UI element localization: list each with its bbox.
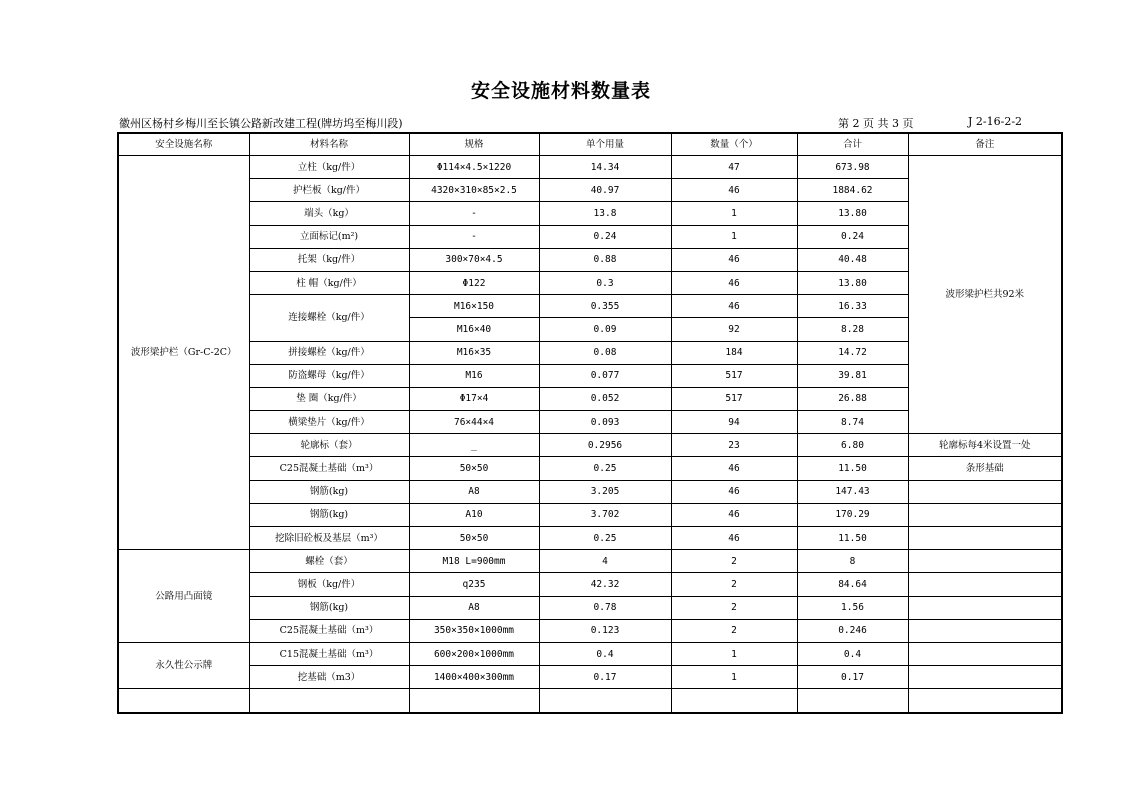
qty-cell: 23 [671, 434, 797, 457]
unit-cell: 0.17 [539, 666, 671, 689]
table-row [118, 573, 1062, 596]
header-cell: 安全设施名称 [118, 133, 249, 156]
table-row [118, 480, 1062, 503]
total-cell: 84.64 [797, 573, 908, 596]
empty-cell [671, 689, 797, 713]
empty-cell [908, 689, 1062, 713]
material-cell: 连接螺栓（kg/件） [249, 295, 409, 341]
remark-cell [908, 666, 1062, 689]
unit-cell: 4 [539, 550, 671, 573]
material-cell: 横梁垫片（kg/件） [249, 411, 409, 434]
remark-cell [908, 573, 1062, 596]
remark-cell: 轮廓标每4米设置一处 [908, 434, 1062, 457]
qty-cell: 184 [671, 341, 797, 364]
qty-cell: 46 [671, 503, 797, 526]
total-cell: 11.50 [797, 457, 908, 480]
qty-cell: 517 [671, 387, 797, 410]
empty-row [118, 689, 1062, 713]
unit-cell: 0.88 [539, 248, 671, 271]
material-cell: 挖除旧砼板及基层（m³） [249, 527, 409, 550]
qty-cell: 46 [671, 179, 797, 202]
header-cell: 合计 [797, 133, 908, 156]
unit-cell: 42.32 [539, 573, 671, 596]
total-cell: 8.28 [797, 318, 908, 341]
empty-cell [539, 689, 671, 713]
total-cell: 39.81 [797, 364, 908, 387]
material-cell: 钢筋(kg) [249, 596, 409, 619]
material-cell: 垫 圈（kg/件） [249, 387, 409, 410]
qty-cell: 47 [671, 156, 797, 179]
unit-cell: 14.34 [539, 156, 671, 179]
total-cell: 13.80 [797, 202, 908, 225]
spec-cell: 50×50 [409, 527, 539, 550]
total-cell: 8.74 [797, 411, 908, 434]
facility-name: 波形梁护栏（Gr-C-2C） [118, 156, 249, 550]
total-cell: 0.24 [797, 225, 908, 248]
header-cell: 规格 [409, 133, 539, 156]
spec-cell: Φ114×4.5×1220 [409, 156, 539, 179]
total-cell: 147.43 [797, 480, 908, 503]
header-cell: 材料名称 [249, 133, 409, 156]
table-row [118, 550, 1062, 573]
spec-cell: Φ122 [409, 271, 539, 294]
remark-cell: 波形梁护栏共92米 [908, 156, 1062, 434]
empty-cell [118, 689, 249, 713]
qty-cell: 92 [671, 318, 797, 341]
spec-cell: A8 [409, 596, 539, 619]
spec-cell: M16 [409, 364, 539, 387]
spec-cell: _ [409, 434, 539, 457]
spec-cell: M16×150 [409, 295, 539, 318]
material-cell: 立面标记(m²) [249, 225, 409, 248]
total-cell: 11.50 [797, 527, 908, 550]
total-cell: 170.29 [797, 503, 908, 526]
facility-name: 公路用凸面镜 [118, 550, 249, 643]
empty-cell [797, 689, 908, 713]
unit-cell: 3.205 [539, 480, 671, 503]
material-cell: 挖基础（m3） [249, 666, 409, 689]
spec-cell: 300×70×4.5 [409, 248, 539, 271]
material-cell: 钢筋(kg) [249, 480, 409, 503]
material-cell: 轮廓标（套） [249, 434, 409, 457]
total-cell: 13.80 [797, 271, 908, 294]
spec-cell: 1400×400×300mm [409, 666, 539, 689]
empty-cell [409, 689, 539, 713]
unit-cell: 0.25 [539, 457, 671, 480]
qty-cell: 2 [671, 550, 797, 573]
table-row [118, 619, 1062, 642]
material-cell: C25混凝土基础（m³） [249, 619, 409, 642]
unit-cell: 3.702 [539, 503, 671, 526]
qty-cell: 46 [671, 295, 797, 318]
material-cell: 螺栓（套） [249, 550, 409, 573]
table-row [118, 666, 1062, 689]
table-row [118, 527, 1062, 550]
qty-cell: 46 [671, 527, 797, 550]
remark-cell [908, 527, 1062, 550]
spec-cell: M16×35 [409, 341, 539, 364]
spec-cell: M18 L=900mm [409, 550, 539, 573]
material-cell: 托架（kg/件） [249, 248, 409, 271]
total-cell: 0.246 [797, 619, 908, 642]
qty-cell: 46 [671, 457, 797, 480]
spec-cell: Φ17×4 [409, 387, 539, 410]
spec-cell: A10 [409, 503, 539, 526]
material-cell: 柱 帽（kg/件） [249, 271, 409, 294]
qty-cell: 2 [671, 573, 797, 596]
material-cell: 拼接螺栓（kg/件） [249, 341, 409, 364]
qty-cell: 46 [671, 480, 797, 503]
material-cell: 端头（kg） [249, 202, 409, 225]
unit-cell: 0.09 [539, 318, 671, 341]
total-cell: 1884.62 [797, 179, 908, 202]
unit-cell: 0.25 [539, 527, 671, 550]
unit-cell: 0.355 [539, 295, 671, 318]
total-cell: 0.4 [797, 642, 908, 665]
total-cell: 8 [797, 550, 908, 573]
material-cell: 钢板（kg/件） [249, 573, 409, 596]
total-cell: 14.72 [797, 341, 908, 364]
table-row [118, 434, 1062, 457]
qty-cell: 1 [671, 225, 797, 248]
spec-cell: q235 [409, 573, 539, 596]
unit-cell: 0.4 [539, 642, 671, 665]
spec-cell: 50×50 [409, 457, 539, 480]
unit-cell: 0.08 [539, 341, 671, 364]
table-row [118, 642, 1062, 665]
unit-cell: 0.78 [539, 596, 671, 619]
project-name: 徽州区杨村乡梅川至长镇公路新改建工程(牌坊坞至梅川段) [119, 117, 403, 130]
drawing-code: J 2-16-2-2 [968, 115, 1023, 128]
unit-cell: 0.24 [539, 225, 671, 248]
material-cell: 护栏板（kg/件） [249, 179, 409, 202]
material-cell: C15混凝土基础（m³） [249, 642, 409, 665]
total-cell: 16.33 [797, 295, 908, 318]
total-cell: 6.80 [797, 434, 908, 457]
remark-cell [908, 642, 1062, 665]
material-cell: C25混凝土基础（m³） [249, 457, 409, 480]
facility-name: 永久性公示牌 [118, 642, 249, 688]
page-info: 第 2 页 共 3 页 [838, 117, 914, 130]
unit-cell: 40.97 [539, 179, 671, 202]
total-cell: 1.56 [797, 596, 908, 619]
spec-cell: A8 [409, 480, 539, 503]
unit-cell: 0.2956 [539, 434, 671, 457]
spec-cell: 350×350×1000mm [409, 619, 539, 642]
table-row [118, 596, 1062, 619]
total-cell: 673.98 [797, 156, 908, 179]
table-row [118, 156, 1062, 179]
unit-cell: 13.8 [539, 202, 671, 225]
spec-cell: 600×200×1000mm [409, 642, 539, 665]
header-cell: 单个用量 [539, 133, 671, 156]
qty-cell: 1 [671, 642, 797, 665]
material-cell: 防盗螺母（kg/件） [249, 364, 409, 387]
remark-cell [908, 596, 1062, 619]
material-cell: 立柱（kg/件） [249, 156, 409, 179]
qty-cell: 517 [671, 364, 797, 387]
spec-cell: 76×44×4 [409, 411, 539, 434]
empty-cell [249, 689, 409, 713]
header-cell: 数量（个） [671, 133, 797, 156]
qty-cell: 1 [671, 202, 797, 225]
page-title: 安全设施材料数量表 [470, 80, 651, 102]
total-cell: 26.88 [797, 387, 908, 410]
spec-cell: - [409, 202, 539, 225]
unit-cell: 0.077 [539, 364, 671, 387]
qty-cell: 1 [671, 666, 797, 689]
remark-cell [908, 550, 1062, 573]
unit-cell: 0.052 [539, 387, 671, 410]
materials-table [117, 132, 1063, 714]
total-cell: 40.48 [797, 248, 908, 271]
qty-cell: 94 [671, 411, 797, 434]
spec-cell: - [409, 225, 539, 248]
remark-cell: 条形基础 [908, 457, 1062, 480]
total-cell: 0.17 [797, 666, 908, 689]
header-cell: 备注 [908, 133, 1062, 156]
spec-cell: 4320×310×85×2.5 [409, 179, 539, 202]
unit-cell: 0.3 [539, 271, 671, 294]
material-cell: 钢筋(kg) [249, 503, 409, 526]
qty-cell: 2 [671, 619, 797, 642]
table-row [118, 503, 1062, 526]
unit-cell: 0.093 [539, 411, 671, 434]
remark-cell [908, 619, 1062, 642]
qty-cell: 46 [671, 271, 797, 294]
unit-cell: 0.123 [539, 619, 671, 642]
qty-cell: 46 [671, 248, 797, 271]
header-row [118, 133, 1062, 156]
qty-cell: 2 [671, 596, 797, 619]
remark-cell [908, 503, 1062, 526]
spec-cell: M16×40 [409, 318, 539, 341]
remark-cell [908, 480, 1062, 503]
table-row [118, 457, 1062, 480]
